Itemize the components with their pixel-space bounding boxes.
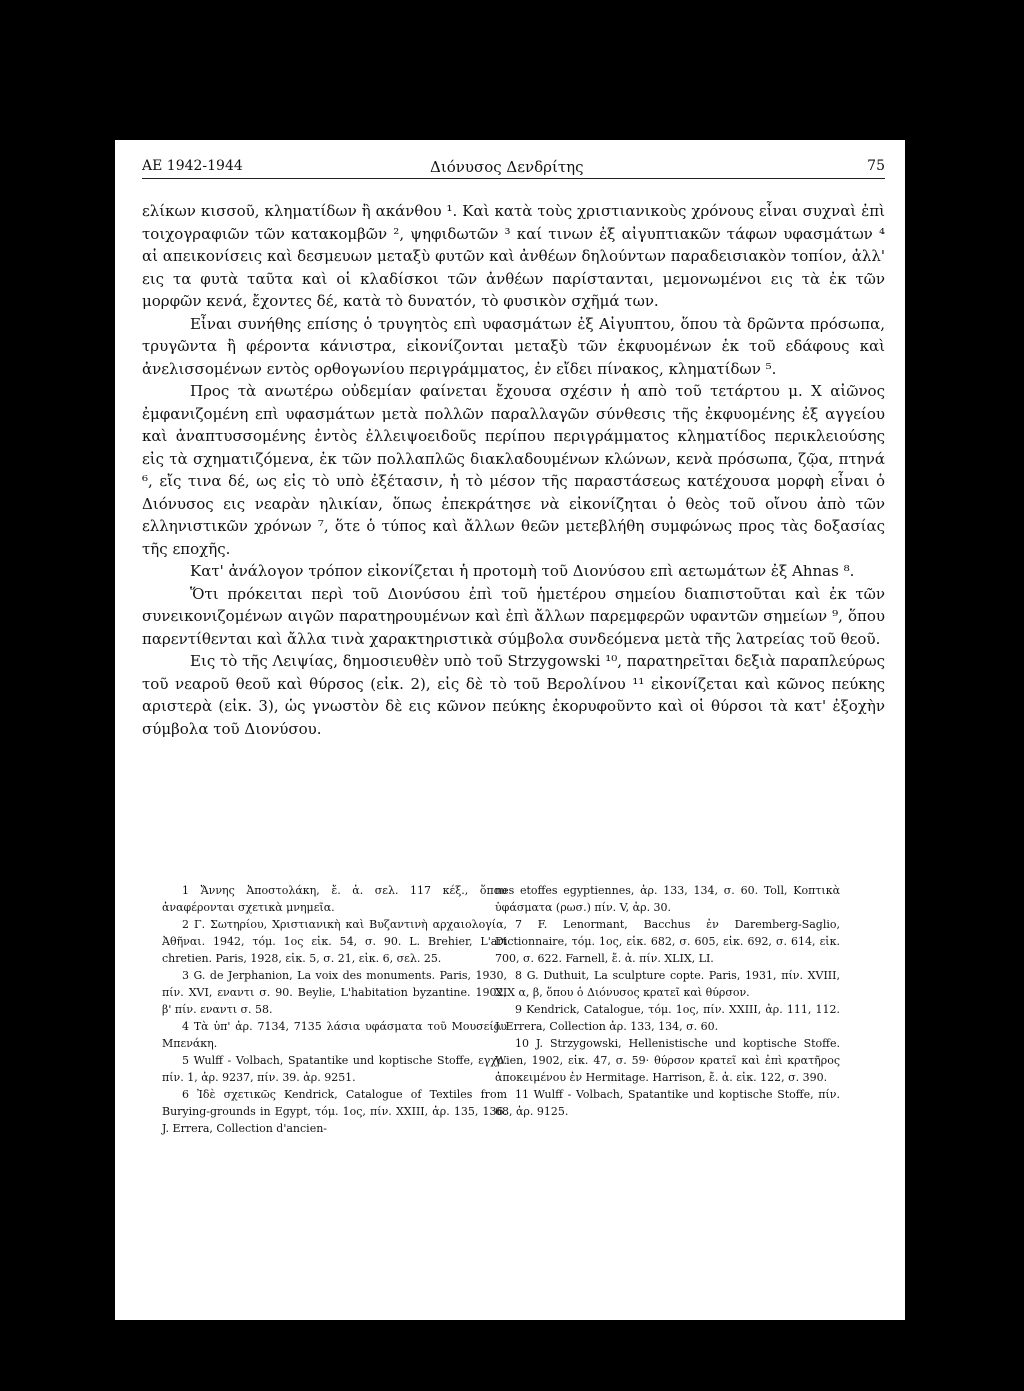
article-title: Διόνυσος Δενδρίτης [430, 158, 584, 176]
paragraph: ελίκων κισσοῦ, κληματίδων ἢ ακάνθου ¹. Καὶ κατὰ τοὺς χριστιανικοὺς χρόνους εἶναι συχναὶ ἐπὶ τοιχογραφιῶν τῶν κατακομβῶν ², ψηφιδωτῶν ³ καί τινων ἐξ αἰγυπτιακῶν τάφων υφασμάτων ⁴ αἱ απεικονίσεις καὶ δεσμευων μεταξὺ φυτῶν καὶ ἀνθέων δηλούντων παραδεισιακὸν τοπίον, ἀλλ' εις τα φυτὰ ταῦτα καὶ οἱ κλαδίσκοι τῶν ἀνθέων παρίστανται, μεμονωμένοι εις τὰ ἐκ τῶν μορφῶν κενά, ἔχοντες δέ, κατὰ τὸ δυνατόν, τὸ φυσικὸν σχῆμά των. [142, 202, 885, 310]
paragraph: Εις τὸ τῆς Λειψίας, δημοσιευθὲν υπὸ τοῦ Strzygowski ¹⁰, παρατηρεῖται δεξιὰ παραπλεύρως τοῦ νεαροῦ θεοῦ καὶ θύρσος (εἰκ. 2), εἰς δὲ τὸ τοῦ Βερολίνου ¹¹ εἰκονίζεται καὶ κῶνος πεύκης αριστερὰ (εἰκ. 3), ὡς γνωστὸν δὲ εις κῶνον πεύκης ἐκορυφοῦντο καὶ οἱ θύρσοι τὰ κατ' ἐξοχὴν σύμβολα τοῦ Διονύσου. [142, 652, 886, 738]
footnotes-left-column [162, 882, 507, 1137]
journal-reference: ΑΕ 1942-1944 [142, 158, 243, 174]
footnote: 7 F. Lenormant, Bacchus ἐν Daremberg-Saglio, Dictionnaire, τόμ. 1ος, εἰκ. 682, σ. 605, εἰκ. 692, σ. 614, εἰκ. 700, σ. 622. Farnell, ἔ. ἀ. πίν. XLIX, LI. [495, 918, 840, 965]
paragraph: Ὅτι πρόκειται περὶ τοῦ Διονύσου ἐπὶ τοῦ ἡμετέρου σημείου διαπιστοῦται καὶ ἐκ τῶν συνεικονιζομένων αιγῶν παρατηρουμένων καὶ ἐπὶ ἄλλων παρεμφερῶν υφαντῶν σημείων ⁹, ὅπου παρεντίθενται καὶ ἄλλα τινὰ χαρακτηριστικὰ σύμβολα συνδεόμενα μετὰ τῆς λατρείας τοῦ θεοῦ. [142, 584, 885, 648]
footnote: 4 Τὰ ὑπ' ἀρ. 7134, 7135 λάσια υφάσματα τοῦ Μουσείου Μπενάκη. [162, 1020, 507, 1050]
paragraph: Εἶναι συνήθης επίσης ὁ τρυγητὸς επὶ υφασμάτων ἐξ Αἰγυπτου, ὅπου τὰ δρῶντα πρόσωπα, τρυγῶντα ἢ φέροντα κάνιστρα, εἰκονίζονται μεταξὺ τῶν ἐκφυομένων ἐκ τοῦ εδάφους καὶ ἀνελισσομένων εντὸς ορθογωνίου περιγράμματος, ἐν εἴδει πίνακος, κληματίδων ⁵. [142, 314, 885, 378]
paragraph: Κατ' ἀνάλογον τρόπον εἰκονίζεται ἡ προτομὴ τοῦ Διονύσου επὶ αετωμάτων ἐξ Ahnas ⁸. [190, 562, 855, 580]
footnote: 5 Wulff - Volbach, Spatantike und koptische Stoffe, εγχρ. πίν. 1, ἀρ. 9237, πίν. 39. ἀρ. 9251. [162, 1054, 507, 1084]
footnote: nes etoffes egyptiennes, ἀρ. 133, 134, σ. 60. Toll, Κοπτικὰ ὑφάσματα (ρωσ.) πίν. V, ἀρ. 30. [495, 884, 840, 914]
body-text [142, 200, 885, 740]
paragraph: Προς τὰ ανωτέρω οὐδεμίαν φαίνεται ἔχουσα σχέσιν ἡ απὸ τοῦ τετάρτου μ. Χ αἰῶνος ἐμφανιζομένη επὶ υφασμάτων μετὰ πολλῶν παραλλαγῶν σύνθεσις τῆς ἐκφυομένης ἐξ αγγείου καὶ ἀναπτυσσομένης ἐντὸς ἐλλειψοειδοῦς περίπου περιγράμματος κληματίδος περικλειούσης εἰς τὰ σχηματιζόμενα, ἐκ τῶν πολλαπλῶς διακλαδουμένων κλώνων, κενὰ πρόσωπα, ζῷα, πτηνά ⁶, εἴς τινα δέ, ως εἰς τὸ υπὸ ἐξέτασιν, ἡ τὸ μέσον τῆς παραστάσεως κατέχουσα μορφὴ εἶναι ὁ Διόνυσος εις νεαρὰν ηλικίαν, ὅπως ἐπεκράτησε νὰ εἰκονίζηται ὁ θεὸς τοῦ οἴνου ἀπὸ τῶν ελληνιστικῶν χρόνων ⁷, ὅτε ὁ τύπος καὶ ἄλλων θεῶν μετεβλήθη συμφώνως προς τὰς δοξασίας τῆς εποχῆς. [142, 382, 885, 558]
footnote: 1 Ἄννης Ἀποστολάκη, ἔ. ἀ. σελ. 117 κέξ., ὅπου ἀναφέρονται σχετικὰ μνημεῖα. [162, 884, 507, 914]
footnote: 11 Wulff - Volbach, Spatantike und koptische Stoffe, πίν. 68, ἀρ. 9125. [495, 1088, 840, 1118]
footnote: 2 Γ. Σωτηρίου, Χριστιανικὴ καὶ Βυζαντινὴ αρχαιολογία, Ἀθῆναι. 1942, τόμ. 1ος εἰκ. 54, σ. 90. L. Brehier, L'art chretien. Paris, 1928, εἰκ. 5, σ. 21, εἰκ. 6, σελ. 25. [162, 918, 507, 965]
footnote: 10 J. Strzygowski, Hellenistische und koptische Stoffe. Wien, 1902, εἰκ. 47, σ. 59· θύρσον κρατεῖ καὶ ἐπὶ κρατῆρος ἀποκειμένου ἐν Hermitage. Harrison, ἔ. ἀ. εἰκ. 122, σ. 390. [495, 1037, 840, 1084]
footnote: 8 G. Duthuit, La sculpture copte. Paris, 1931, πίν. XVIII, XIX α, β, ὅπου ὁ Διόνυσος κρατεῖ καὶ θύρσον. [495, 969, 840, 999]
page-number: 75 [867, 158, 885, 174]
footnote: 3 G. de Jerphanion, La voix des monuments. Paris, 1930, πίν. XVI, εναντι σ. 90. Beylie, L'habitation byzantine. 1902, β' πίν. εναντι σ. 58. [162, 969, 507, 1016]
page-sheet [115, 140, 905, 915]
footnotes-right-column [495, 882, 840, 1120]
footnote: 6 Ἰδὲ σχετικῶς Kendrick, Catalogue of Textiles from Burying-grounds in Egypt, τόμ. 1ος, πίν. XXIII, ἀρ. 135, 136. J. Errera, Collection d'ancien- [162, 1088, 507, 1135]
footnotes-area [115, 870, 905, 1320]
running-header [142, 156, 885, 179]
footnote: 9 Kendrick, Catalogue, τόμ. 1ος, πίν. XXIII, ἀρ. 111, 112. J. Errera, Collection ἀρ. 133, 134, σ. 60. [495, 1003, 840, 1033]
